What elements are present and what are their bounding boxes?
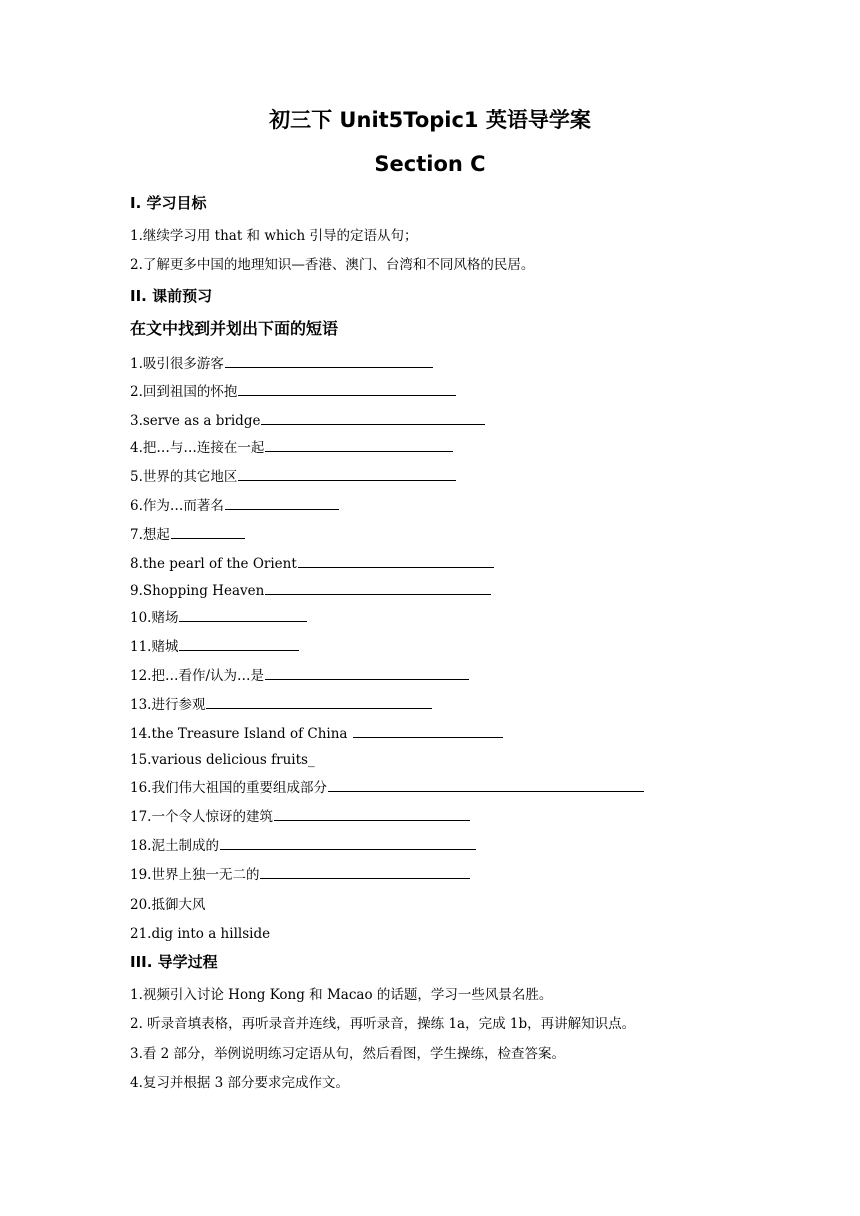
phrase-item: 21.dig into a hillside — [130, 926, 271, 942]
phrase-item: 17.一个令人惊讶的建筑 — [130, 806, 470, 827]
answer-blank[interactable] — [274, 806, 470, 821]
phrase-item: 18.泥土制成的 — [130, 835, 476, 856]
answer-blank[interactable] — [260, 864, 470, 879]
phrase-item: 11.赌城 — [130, 636, 299, 657]
phrase-item: 9.Shopping Heaven — [130, 580, 491, 601]
process-item: 4.复习并根据 3 部分要求完成作文。 — [130, 1075, 350, 1091]
phrase-item: 14.the Treasure Island of China — [130, 723, 503, 744]
phrase-item: 1.吸引很多游客 — [130, 353, 433, 374]
answer-blank[interactable] — [238, 466, 456, 481]
goal-item: 1.继续学习用 that 和 which 引导的定语从句； — [130, 228, 418, 244]
goal-item: 2.了解更多中国的地理知识—香港、澳门、台湾和不同风格的民居。 — [130, 257, 535, 273]
answer-blank[interactable] — [265, 580, 491, 595]
phrase-item: 10.赌场 — [130, 607, 307, 628]
document-title: 初三下 Unit5Topic1 英语导学案 — [269, 108, 591, 132]
answer-blank[interactable] — [179, 607, 307, 622]
preview-subheading: 在文中找到并划出下面的短语 — [130, 319, 339, 338]
phrase-item: 5.世界的其它地区 — [130, 466, 456, 487]
phrase-item: 6.作为…而著名 — [130, 495, 339, 516]
answer-blank[interactable] — [220, 835, 476, 850]
phrase-item: 3.serve as a bridge — [130, 410, 485, 431]
goals-heading: I. 学习目标 — [130, 194, 207, 212]
answer-blank[interactable] — [265, 437, 453, 452]
answer-blank[interactable] — [206, 694, 432, 709]
phrase-item: 2.回到祖国的怀抱 — [130, 381, 456, 402]
phrase-item: 20.抵御大风 — [130, 897, 206, 913]
answer-blank[interactable] — [265, 665, 469, 680]
phrase-item: 12.把…看作/认为…是 — [130, 665, 469, 686]
process-item: 3.看 2 部分，举例说明练习定语从句，然后看图，学生操练，检查答案。 — [130, 1046, 566, 1062]
answer-blank[interactable] — [238, 381, 456, 396]
phrase-item: 4.把…与…连接在一起 — [130, 437, 453, 458]
process-item: 2. 听录音填表格，再听录音并连线，再听录音，操练 1a，完成 1b，再讲解知识点。 — [130, 1016, 636, 1032]
phrase-item: 7.想起 — [130, 524, 245, 545]
answer-blank[interactable] — [298, 553, 494, 568]
answer-blank[interactable] — [261, 410, 485, 425]
phrase-item: 16.我们伟大祖国的重要组成部分 — [130, 777, 644, 798]
process-heading: III. 导学过程 — [130, 953, 218, 971]
answer-blank[interactable] — [328, 777, 644, 792]
phrase-item: 19.世界上独一无二的 — [130, 864, 470, 885]
answer-blank[interactable] — [225, 353, 433, 368]
answer-blank[interactable] — [225, 495, 339, 510]
phrase-item: 13.进行参观 — [130, 694, 432, 715]
preview-heading: II. 课前预习 — [130, 287, 213, 305]
answer-blank[interactable] — [353, 723, 503, 738]
process-item: 1.视频引入讨论 Hong Kong 和 Macao 的话题，学习一些风景名胜。 — [130, 987, 553, 1003]
phrase-item: 8.the pearl of the Orient — [130, 553, 494, 574]
phrase-item: 15.various delicious fruits_ — [130, 752, 315, 768]
answer-blank[interactable] — [171, 524, 245, 539]
section-title: Section C — [374, 152, 486, 176]
answer-blank[interactable] — [179, 636, 299, 651]
